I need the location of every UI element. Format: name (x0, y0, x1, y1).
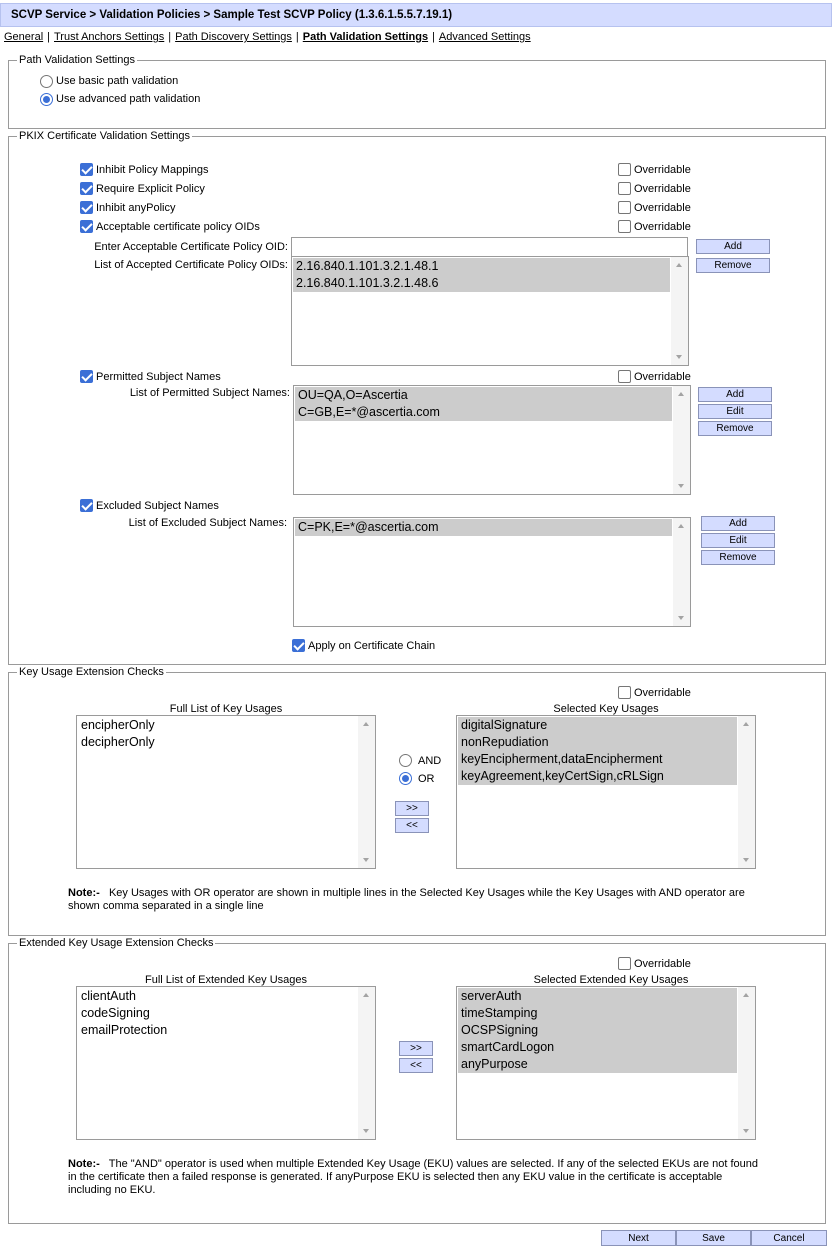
scrollbar[interactable] (671, 257, 688, 365)
scroll-down-icon[interactable] (743, 1129, 749, 1133)
and-operator-label: AND (418, 755, 442, 767)
remove-key-usage-button[interactable]: << (395, 818, 429, 833)
nav-separator: | (47, 31, 50, 43)
scrollbar[interactable] (738, 716, 755, 868)
add-key-usage-button[interactable]: >> (395, 801, 429, 816)
acceptable-oids-overridable-checkbox[interactable] (618, 220, 631, 233)
nav-path-discovery-link[interactable]: Path Discovery Settings (175, 31, 292, 43)
extended-key-usage-overridable-checkbox[interactable] (618, 957, 631, 970)
enter-oid-input[interactable] (291, 237, 688, 257)
remove-permitted-button[interactable]: Remove (698, 421, 772, 436)
excluded-subjects-listbox[interactable] (293, 517, 691, 627)
note-text: Key Usages with OR operator are shown in multiple lines in the Selected Key Usages while the Key Usages with AND operator are shown comma separated in a single line (68, 887, 745, 912)
enter-oid-label: Enter Acceptable Certificate Policy OID: (94, 241, 288, 253)
add-excluded-button[interactable]: Add (701, 516, 775, 531)
list-item[interactable]: clientAuth (81, 989, 136, 1003)
scroll-up-icon[interactable] (363, 722, 369, 726)
require-explicit-policy-overridable-checkbox[interactable] (618, 182, 631, 195)
full-key-usages-listbox[interactable] (76, 715, 376, 869)
list-item[interactable]: smartCardLogon (458, 1039, 737, 1056)
accepted-oids-listbox[interactable] (291, 256, 689, 366)
note-prefix: Note:- (68, 1158, 100, 1170)
overridable-label: Overridable (634, 687, 691, 699)
key-usage-legend: Key Usage Extension Checks (19, 666, 164, 678)
require-explicit-policy-label: Require Explicit Policy (96, 183, 205, 195)
basic-path-validation-radio[interactable] (40, 75, 53, 88)
edit-permitted-button[interactable]: Edit (698, 404, 772, 419)
scrollbar[interactable] (673, 518, 690, 626)
selected-key-usages-listbox[interactable] (456, 715, 756, 869)
inhibit-any-policy-overridable-checkbox[interactable] (618, 201, 631, 214)
advanced-path-validation-label: Use advanced path validation (56, 93, 201, 105)
overridable-label: Overridable (634, 183, 691, 195)
list-item[interactable]: C=GB,E=*@ascertia.com (295, 404, 672, 421)
scroll-down-icon[interactable] (678, 484, 684, 488)
note-text: The "AND" operator is used when multiple Extended Key Usage (EKU) values are selected. If any of the selected EKUs are not found in the certificate then a failed response is generated. If anyPurpose EKU is selected then any EKU value in the certificate is acceptable including no EKU. (68, 1158, 758, 1196)
permitted-subjects-checkbox[interactable] (80, 370, 93, 383)
cancel-button[interactable]: Cancel (751, 1230, 827, 1246)
overridable-label: Overridable (634, 958, 691, 970)
remove-eku-button[interactable]: << (399, 1058, 433, 1073)
apply-chain-checkbox[interactable] (292, 639, 305, 652)
key-usage-overridable-checkbox[interactable] (618, 686, 631, 699)
nav-general-link[interactable]: General (4, 31, 44, 43)
full-key-usages-heading: Full List of Key Usages (169, 703, 283, 715)
scrollbar[interactable] (673, 386, 690, 494)
scrollbar[interactable] (358, 716, 375, 868)
path-validation-legend: Path Validation Settings (19, 54, 135, 66)
list-item[interactable]: keyAgreement,keyCertSign,cRLSign (458, 768, 737, 785)
list-item[interactable]: nonRepudiation (458, 734, 737, 751)
scroll-down-icon[interactable] (678, 616, 684, 620)
scroll-down-icon[interactable] (676, 355, 682, 359)
scrollbar[interactable] (738, 987, 755, 1139)
selected-eku-heading: Selected Extended Key Usages (533, 974, 689, 986)
list-item[interactable]: C=PK,E=*@ascertia.com (295, 519, 672, 536)
scroll-down-icon[interactable] (363, 858, 369, 862)
extended-key-usage-note (68, 1158, 768, 1197)
overridable-label: Overridable (634, 371, 691, 383)
list-item[interactable]: digitalSignature (458, 717, 737, 734)
inhibit-any-policy-checkbox[interactable] (80, 201, 93, 214)
inhibit-policy-mappings-overridable-checkbox[interactable] (618, 163, 631, 176)
full-eku-listbox[interactable] (76, 986, 376, 1140)
permitted-subjects-label: Permitted Subject Names (96, 371, 221, 383)
permitted-subjects-listbox[interactable] (293, 385, 691, 495)
list-item[interactable]: timeStamping (458, 1005, 737, 1022)
list-item[interactable]: keyEncipherment,dataEncipherment (458, 751, 737, 768)
advanced-path-validation-radio[interactable] (40, 93, 53, 106)
extended-key-usage-legend: Extended Key Usage Extension Checks (19, 937, 214, 949)
scroll-up-icon[interactable] (363, 993, 369, 997)
selected-key-usages-heading: Selected Key Usages (553, 703, 659, 715)
inhibit-policy-mappings-checkbox[interactable] (80, 163, 93, 176)
nav-trust-anchors-link[interactable]: Trust Anchors Settings (54, 31, 165, 43)
scroll-up-icon[interactable] (678, 524, 684, 528)
remove-excluded-button[interactable]: Remove (701, 550, 775, 565)
list-item[interactable]: 2.16.840.1.101.3.2.1.48.1 (293, 258, 670, 275)
nav-separator: | (168, 31, 172, 43)
remove-oid-button[interactable]: Remove (696, 258, 770, 273)
list-item[interactable]: serverAuth (458, 988, 737, 1005)
permitted-subjects-list-label: List of Permitted Subject Names: (129, 387, 290, 399)
edit-excluded-button[interactable]: Edit (701, 533, 775, 548)
inhibit-any-policy-label: Inhibit anyPolicy (96, 202, 176, 214)
scroll-down-icon[interactable] (743, 858, 749, 862)
nav-path-validation-link[interactable]: Path Validation Settings (302, 31, 429, 43)
overridable-label: Overridable (634, 164, 691, 176)
scroll-up-icon[interactable] (743, 722, 749, 726)
scroll-up-icon[interactable] (676, 263, 682, 267)
overridable-label: Overridable (634, 221, 691, 233)
add-oid-button[interactable]: Add (696, 239, 770, 254)
list-item[interactable]: OCSPSigning (458, 1022, 737, 1039)
nav-separator: | (432, 31, 435, 43)
next-button[interactable]: Next (601, 1230, 676, 1246)
pkix-legend: PKIX Certificate Validation Settings (19, 130, 190, 142)
add-eku-button[interactable]: >> (399, 1041, 433, 1056)
list-item[interactable]: encipherOnly (81, 718, 155, 732)
nav-separator: | (295, 31, 299, 43)
list-item[interactable]: OU=QA,O=Ascertia (295, 387, 672, 404)
apply-chain-label: Apply on Certificate Chain (308, 640, 436, 652)
excluded-subjects-label: Excluded Subject Names (96, 500, 219, 512)
full-eku-heading: Full List of Extended Key Usages (144, 974, 308, 986)
and-operator-radio[interactable] (399, 754, 412, 767)
scroll-up-icon[interactable] (678, 392, 684, 396)
scroll-down-icon[interactable] (363, 1129, 369, 1133)
scrollbar[interactable] (358, 987, 375, 1139)
add-permitted-button[interactable]: Add (698, 387, 772, 402)
list-item[interactable]: anyPurpose (458, 1056, 737, 1073)
excluded-subjects-checkbox[interactable] (80, 499, 93, 512)
excluded-subjects-list-label: List of Excluded Subject Names: (128, 517, 287, 529)
settings-nav (4, 31, 531, 43)
list-item[interactable]: decipherOnly (81, 735, 155, 749)
note-prefix: Note:- (68, 887, 100, 899)
list-item[interactable]: 2.16.840.1.101.3.2.1.48.6 (293, 275, 670, 292)
selected-eku-listbox[interactable] (456, 986, 756, 1140)
nav-advanced-link[interactable]: Advanced Settings (438, 31, 531, 43)
key-usage-note (68, 887, 768, 913)
or-operator-label: OR (418, 773, 435, 785)
acceptable-oids-checkbox[interactable] (80, 220, 93, 233)
save-button[interactable]: Save (676, 1230, 751, 1246)
list-item[interactable]: emailProtection (81, 1023, 168, 1037)
overridable-label: Overridable (634, 202, 691, 214)
page-title: SCVP Service > Validation Policies > Sample Test SCVP Policy (1.3.6.1.5.5.7.19.1) (0, 3, 832, 27)
inhibit-policy-mappings-label: Inhibit Policy Mappings (96, 164, 209, 176)
require-explicit-policy-checkbox[interactable] (80, 182, 93, 195)
acceptable-oids-label: Acceptable certificate policy OIDs (96, 221, 260, 233)
scroll-up-icon[interactable] (743, 993, 749, 997)
or-operator-radio[interactable] (399, 772, 412, 785)
accepted-oids-list-label: List of Accepted Certificate Policy OIDs: (94, 259, 288, 271)
basic-path-validation-label: Use basic path validation (56, 75, 179, 87)
list-item[interactable]: codeSigning (81, 1006, 150, 1020)
permitted-subjects-overridable-checkbox[interactable] (618, 370, 631, 383)
